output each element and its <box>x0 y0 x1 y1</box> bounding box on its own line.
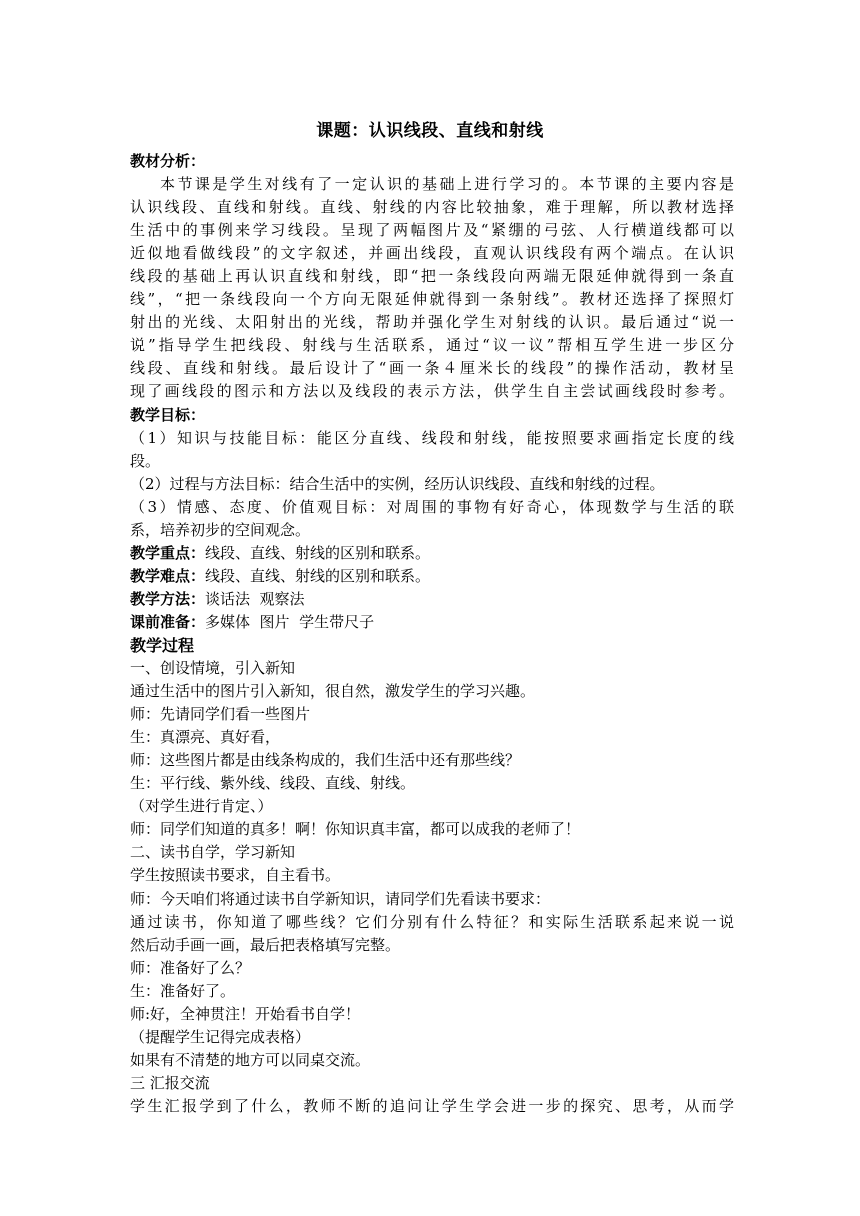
text-line: 射出的光线、太阳射出的光线，帮助并强化学生对射线的认识。最后通过“说一 <box>130 313 734 332</box>
text-line: 生：平行线、紫外线、线段、直线、射线。 <box>130 774 416 793</box>
text-line: 近似地看做线段”的文字叙述，并画出线段，直观认识线段有两个端点。在认识 <box>130 244 734 263</box>
text-line: 段。 <box>130 451 161 470</box>
goals-list <box>130 427 734 542</box>
method-text: 谈话法 观察法 <box>205 589 305 608</box>
text-line: 三 汇报交流 <box>130 1073 210 1092</box>
preparation-row <box>130 611 734 634</box>
text-line: （提醒学生记得完成表格） <box>130 1027 311 1046</box>
method-label: 教学方法： <box>130 589 206 608</box>
text-line: 一、创设情境，引入新知 <box>130 659 296 678</box>
text-line: 师：先请同学们看一些图片 <box>130 705 311 724</box>
key-point-text: 线段、直线、射线的区别和联系。 <box>205 543 431 562</box>
text-line: 然后动手画一画，最后把表格填写完整。 <box>130 935 401 954</box>
text-line: （1）知识与技能目标：能区分直线、线段和射线，能按照要求画指定长度的线 <box>130 428 734 447</box>
process-heading: 教学过程 <box>130 635 195 655</box>
method-row <box>130 588 734 611</box>
text-line: 生：准备好了。 <box>130 981 236 1000</box>
text-line: 线”，“把一条线段向一个方向无限延伸就得到一条射线”。教材还选择了探照灯 <box>130 290 734 309</box>
key-point-row <box>130 542 734 565</box>
text-line: 生：真漂亮、真好看， <box>130 728 281 747</box>
text-line: 现了画线段的图示和方法以及线段的表示方法，供学生自主尝试画线段时参考。 <box>130 382 734 401</box>
preparation-text: 多媒体 图片 学生带尺子 <box>205 612 375 631</box>
text-line: 如果有不清楚的地方可以同桌交流。 <box>130 1050 371 1069</box>
text-line: 学生汇报学到了什么，教师不断的追问让学生学会进一步的探究、思考，从而学 <box>130 1096 734 1115</box>
text-line: 系，培养初步的空间观念。 <box>130 520 311 539</box>
difficulty-label: 教学难点： <box>130 566 206 585</box>
process-list <box>130 657 734 1118</box>
text-line: 通过生活中的图片引入新知，很自然，激发学生的学习兴趣。 <box>130 682 536 701</box>
preparation-label: 课前准备： <box>130 612 206 631</box>
analysis-heading: 教材分析： <box>130 152 206 170</box>
text-line: （2）过程与方法目标：结合生活中的实例，经历认识线段、直线和射线的过程。 <box>130 474 665 493</box>
difficulty-text: 线段、直线、射线的区别和联系。 <box>205 566 431 585</box>
text-line: 认识线段、直线和射线。直线、射线的内容比较抽象，难于理解，所以教材选择 <box>130 198 734 217</box>
text-line: 师：准备好了么？ <box>130 958 251 977</box>
text-line: 师：今天咱们将通过读书自学新知识，请同学们先看读书要求： <box>130 889 551 908</box>
document-body <box>130 150 734 1118</box>
text-line: （对学生进行肯定、） <box>130 797 273 816</box>
key-point-label: 教学重点： <box>130 543 206 562</box>
text-line: 通过读书，你知道了哪些线？它们分别有什么特征？和实际生活联系起来说一说 <box>130 912 734 931</box>
text-line: 说”指导学生把线段、射线与生活联系，通过“议一议”帮相互学生进一步区分 <box>130 336 734 355</box>
text-line: 师：同学们知道的真多！啊！你知识真丰富，都可以成我的老师了！ <box>130 820 581 839</box>
text-line: 二、读书自学，学习新知 <box>130 843 296 862</box>
analysis-paragraph <box>130 173 734 403</box>
text-line: 本节课是学生对线有了一定认识的基础上进行学习的。本节课的主要内容是 <box>160 175 734 194</box>
text-line: 学生按照读书要求，自主看书。 <box>130 866 341 885</box>
difficulty-row <box>130 565 734 588</box>
text-line: 生活中的事例来学习线段。呈现了两幅图片及“紧绷的弓弦、人行横道线都可以 <box>130 221 734 240</box>
text-line: 师:好，全神贯注！开始看书自学！ <box>130 1004 361 1023</box>
document-title: 课题：认识线段、直线和射线 <box>316 121 544 141</box>
goals-heading: 教学目标： <box>130 405 206 424</box>
text-line: 线段、直线和射线。最后设计了“画一条４厘米长的线段”的操作活动，教材呈 <box>130 359 734 378</box>
text-line: 线段的基础上再认识直线和射线，即“把一条线段向两端无限延伸就得到一条直 <box>130 267 734 286</box>
text-line: 师：这些图片都是由线条构成的，我们生活中还有那些线？ <box>130 751 521 770</box>
text-line: （3）情感、态度、价值观目标：对周围的事物有好奇心，体现数学与生活的联 <box>130 497 734 516</box>
